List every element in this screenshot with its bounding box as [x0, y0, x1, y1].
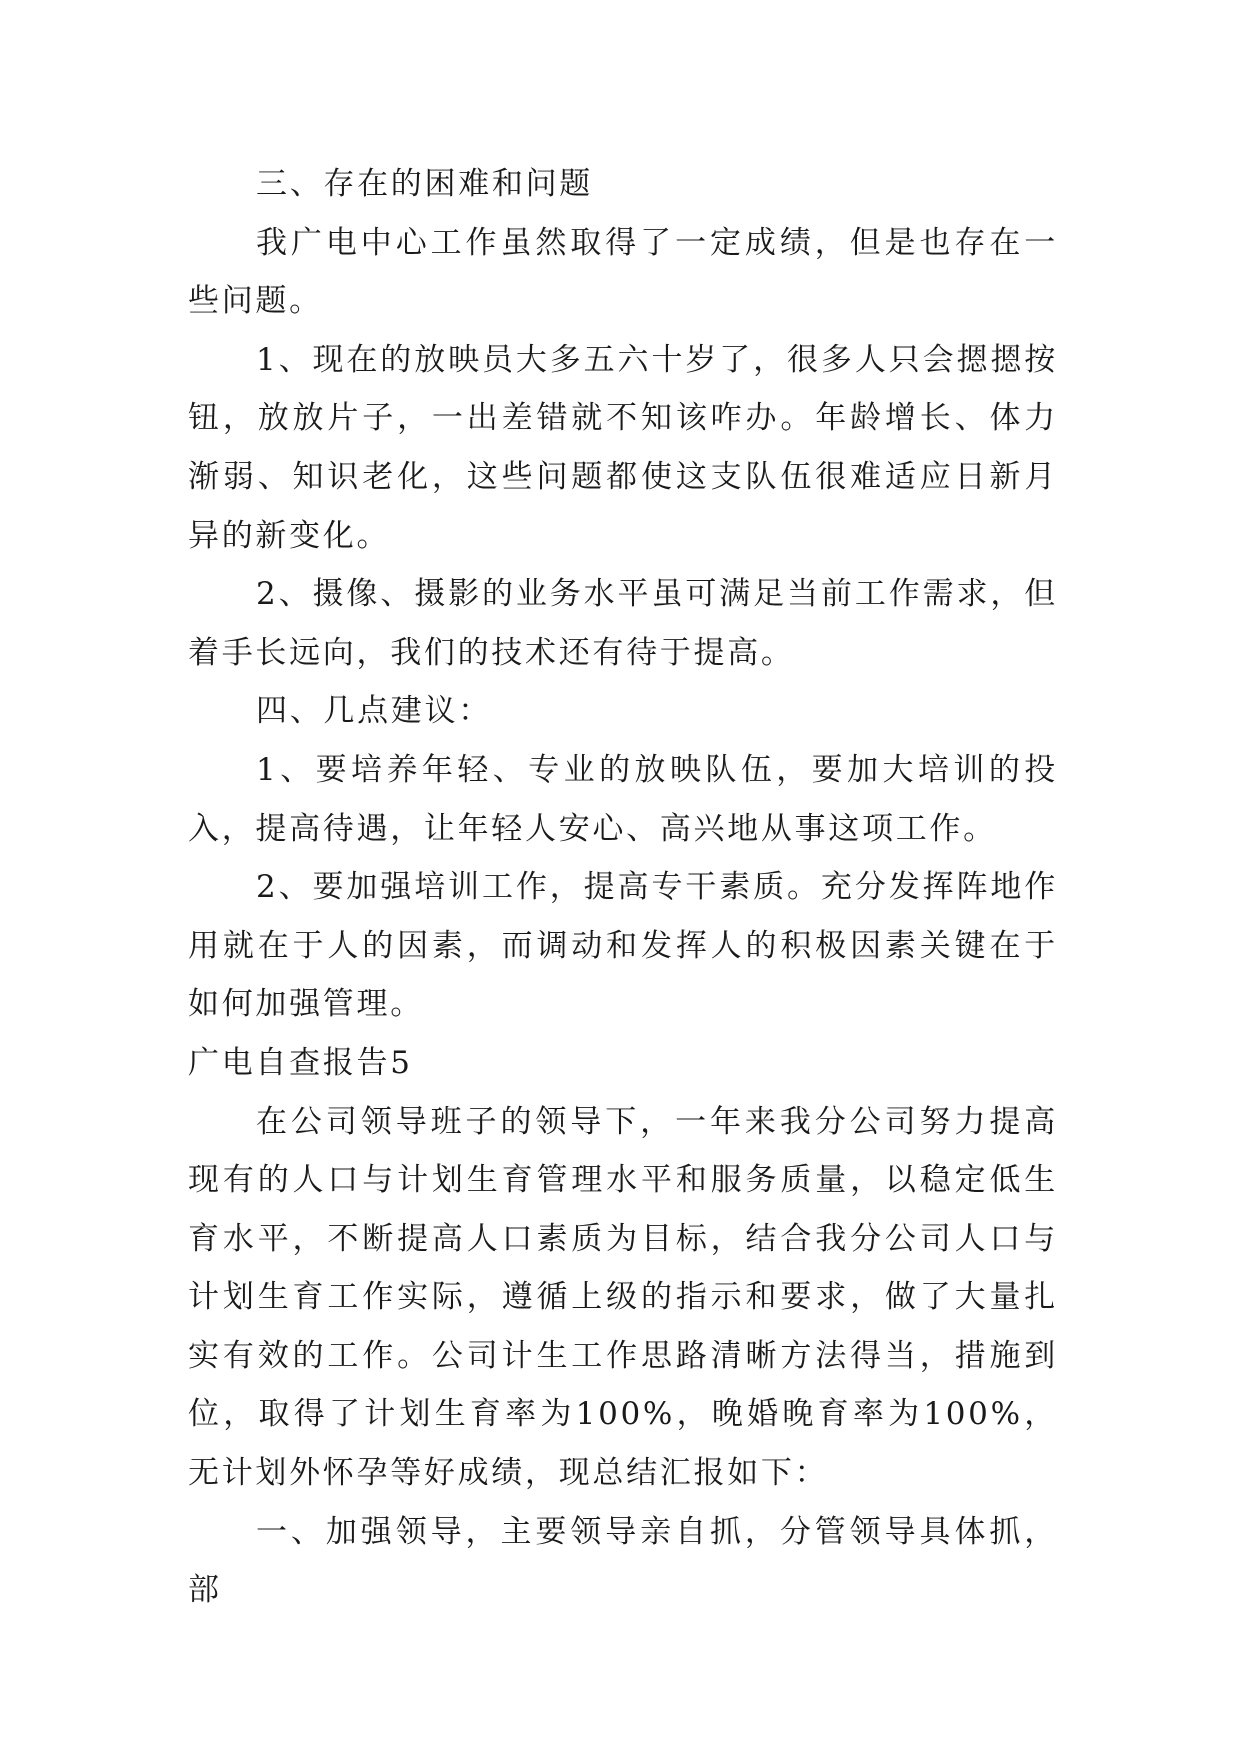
paragraph-suggestion-1: 1、要培养年轻、专业的放映队伍，要加大培训的投入，提高待遇，让年轻人安心、高兴地从事这项工作。: [188, 751, 1058, 847]
paragraph-intro-problems: 我广电中心工作虽然取得了一定成绩，但是也存在一些问题。: [188, 224, 1058, 320]
paragraph-problem-2: 2、摄像、摄影的业务水平虽可满足当前工作需求，但着手长远向，我们的技术还有待于提高。: [188, 576, 1058, 671]
section-heading-suggestions: 四、几点建议：: [256, 693, 492, 730]
document-body: [188, 155, 1058, 1620]
paragraph-suggestion-2: 2、要加强培训工作，提高专干素质。充分发挥阵地作用就在于人的因素，而调动和发挥人的积极因素关键在于如何加强管理。: [188, 869, 1058, 1023]
report-title: 广电自查报告5: [188, 1044, 413, 1081]
paragraph-problem-1: 1、现在的放映员大多五六十岁了，很多人只会摁摁按钮，放放片子，一出差错就不知该咋办。年龄增长、体力渐弱、知识老化，这些问题都使这支队伍很难适应日新月异的新变化。: [188, 341, 1058, 554]
section-heading-difficulties: 三、存在的困难和问题: [256, 166, 593, 202]
paragraph-report-intro: 在公司领导班子的领导下，一年来我分公司努力提高现有的人口与计划生育管理水平和服务质量，以稳定低生育水平，不断提高人口素质为目标，结合我分公司人口与计划生育工作实际，遵循上级的指示和要求，做了大量扎实有效的工作。公司计生工作思路清晰方法得当，措施到位，取得了计划生育率为100%，晚婚晚育率为100%，无计划外怀孕等好成绩，现总结汇报如下：: [188, 1103, 1058, 1492]
paragraph-section-one-start: 一、加强领导，主要领导亲自抓，分管领导具体抓，部: [188, 1513, 1058, 1609]
